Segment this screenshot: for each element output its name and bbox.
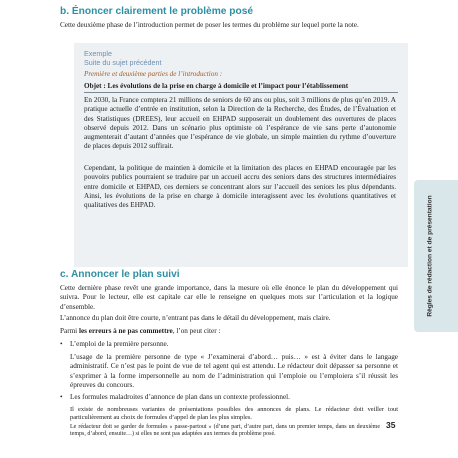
example-paragraph-2: Cependant, la politique de maintien à domicile et la limitation des places en EHPAD encouragée par les pouvoirs publics pourraient se traduire par un accueil accru des seniors dans des structures intermédiaires entre domicile et EHPAD, ces derniers se concentrant alors sur l’accueil des seniors les plus dépendants. Ainsi, les évolutions de la prise en charge à domicile interagissent avec les évolutions quantitatives et qualitatives des EHPAD. [84,164,396,210]
chapter-side-tab [414,180,458,332]
errors-lead [60,327,398,336]
errors-lead-bold: les erreurs à ne pas commettre [78,327,173,335]
example-paragraph-1: En 2030, la France comptera 21 millions de seniors de 60 ans ou plus, soit 3 millions de plus qu’en 2019. A pratique actuelle d’entrée en institution, selon la Direction de la Recherche, des Études, de l’Évaluation et des Statistiques (DREES), leur accueil en EHPAD supposerait un doublement des ouvertures de places observé depuis 2012. Dans un scénario plus optimiste où l’espérance de vie sans perte d’autonomie augmenterait d’autant d’années que l’espérance de vie globale, un simple maintien du rythme d’ouverture de places depuis 2012 suffirait. [84,96,396,151]
example-divider [84,92,398,93]
errors-lead-post: , l’on peut citer : [172,327,221,335]
example-label [84,49,162,67]
section-b-heading: b. Énoncer clairement le problème posé [60,6,254,17]
section-b-body: Cette deuxième phase de l’introduction permet de poser les termes du problème sur lequel porte la note. [60,21,359,29]
section-c-heading: c. Annoncer le plan suivi [60,269,180,280]
errors-lead-pre: Parmi [60,327,79,335]
bullet-clumsy-formulas [60,393,398,402]
example-subtitle: Suite du sujet précédent [84,58,162,67]
bullet-clumsy-formulas-detail-2: Le rédacteur doit se garder de formules « passe-partout » (d’une part, d’autre part, dans un premier temps, dans un deuxième temps, d’abord, ensuite…) si elles ne sont pas adaptées aux termes du problème posé. [70,424,380,437]
bullet-clumsy-formulas-text: Les formules maladroites d’annonce de plan dans un contexte professionnel. [70,393,290,401]
chapter-side-tab-label: Règles de rédaction et de présentation [426,195,434,317]
bullet-clumsy-formulas-detail-1: Il existe de nombreuses variantes de présentations possibles des annonces de plans. Le rédacteur doit veiller tout particulièrement au choix de formules d’appel de plan les plus simples. [70,406,398,421]
bullet-first-person [60,340,398,349]
bullet-first-person-text: L’emploi de la première personne. [70,340,169,348]
section-c-body-1: Cette dernière phase revêt une grande importance, dans la mesure où elle énonce le plan du développement qui suivra. Pour le lecteur, elle est capitale car elle le renseigne en quelques mots sur l’articulation et la logique d’ensemble. [60,284,398,311]
page-number: 35 [386,420,396,430]
example-objet: Objet : Les évolutions de la prise en charge à domicile et l’impact pour l’établissement [84,82,349,90]
section-c-body-2: L’annonce du plan doit être courte, n’entrant pas dans le détail du développement, mais claire. [60,314,331,322]
bullet-mark: • [60,340,63,348]
example-title: Exemple [84,49,112,58]
example-intro: Première et deuxième parties de l’introduction : [84,70,223,78]
bullet-first-person-detail: L’usage de la première personne de type « J’examinerai d’abord… puis… » est à éviter dans le langage administratif. Ce n’est pas le point de vue de tel agent qui est attendu. Le rédacteur doit dépasser sa personne et s’exprimer à la forme impersonnelle au nom de l’administration qui l’emploie ou l’emploiera s’il réussit les épreuves du concours. [70,353,398,389]
bullet-mark: • [60,393,63,401]
